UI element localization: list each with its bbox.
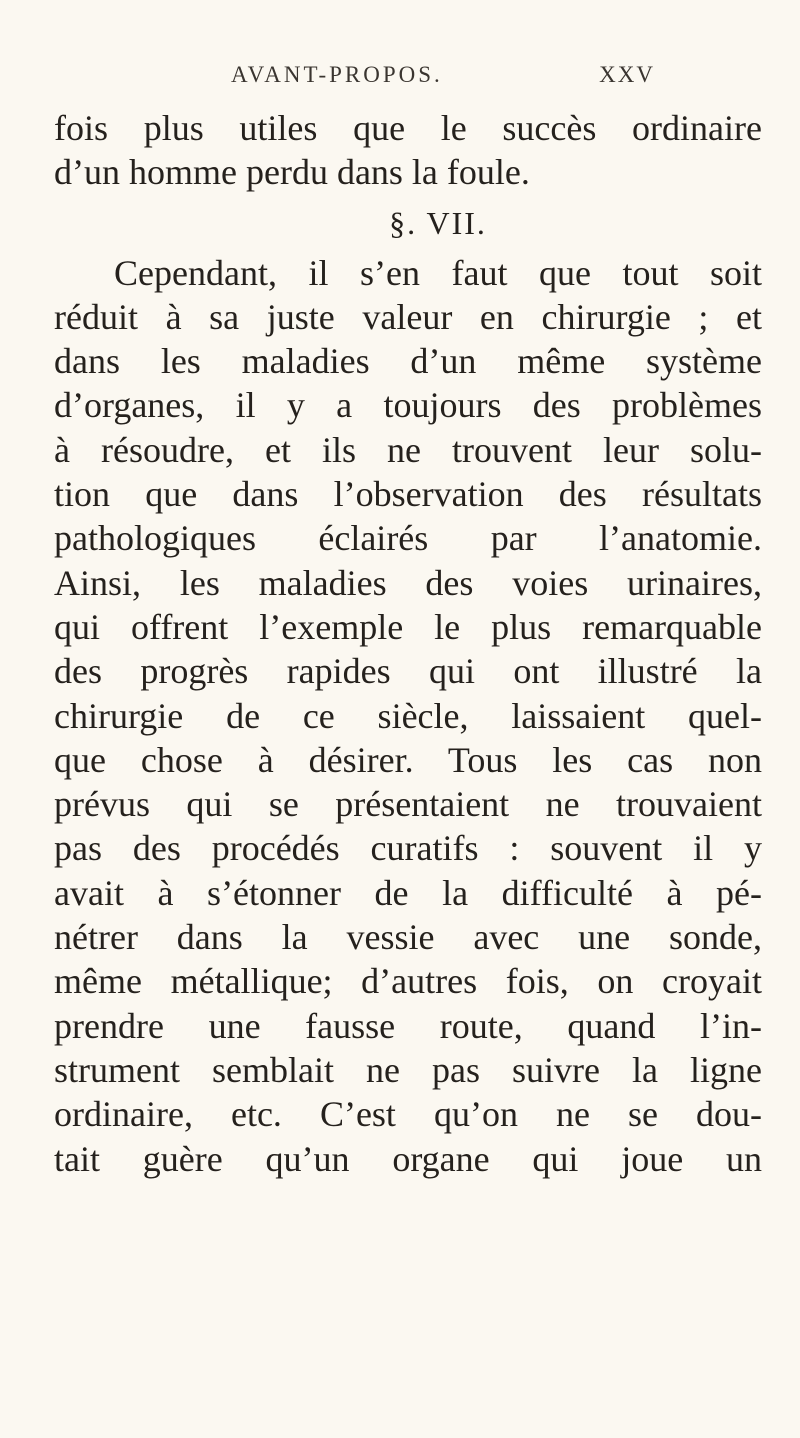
text-line: chirurgie de ce siècle, laissaient quel- [54, 695, 762, 736]
text-line: pas des procédés curatifs : souvent il y [54, 828, 762, 869]
text-line: Ainsi, les maladies des voies urinaires, [54, 562, 762, 603]
text-line: ordinaire, etc. C’est qu’on ne se dou- [54, 1094, 762, 1135]
text-line: prévus qui se présentaient ne trouvaient [54, 784, 762, 825]
text-line: avait à s’étonner de la difficulté à pé- [54, 872, 762, 913]
text-line: dans les maladies d’un même système [54, 341, 762, 382]
text-line: tait guère qu’un organe qui joue un [54, 1138, 762, 1179]
text-line: même métallique; d’autres fois, on croyait [54, 961, 762, 1002]
text-line: Cependant, il s’en faut que tout soit [114, 252, 762, 293]
text-line: tion que dans l’observation des résultats [54, 474, 762, 515]
text-line: qui offrent l’exemple le plus remarquable [54, 606, 762, 647]
text-line: fois plus utiles que le succès ordinaire [54, 108, 762, 148]
text-line: strument semblait ne pas suivre la ligne [54, 1049, 762, 1090]
text-line: réduit à sa juste valeur en chirurgie ; et [54, 296, 762, 337]
text-line: des progrès rapides qui ont illustré la [54, 651, 762, 692]
text-line: pathologiques éclairés par l’anatomie. [54, 518, 762, 559]
body-text [54, 106, 762, 1181]
text-line: d’un homme perdu dans la foule. [54, 152, 530, 193]
text-line: d’organes, il y a toujours des problèmes [54, 385, 762, 426]
text-line: nétrer dans la vessie avec une sonde, [54, 917, 762, 958]
text-line: que chose à désirer. Tous les cas non [54, 739, 762, 780]
section-heading: §. VII. [389, 204, 487, 241]
page-number: XXV [599, 62, 655, 87]
running-title: AVANT-PROPOS. [231, 62, 443, 87]
running-head [155, 62, 655, 102]
text-line: prendre une fausse route, quand l’in- [54, 1005, 762, 1046]
text-line: à résoudre, et ils ne trouvent leur solu- [54, 429, 762, 470]
